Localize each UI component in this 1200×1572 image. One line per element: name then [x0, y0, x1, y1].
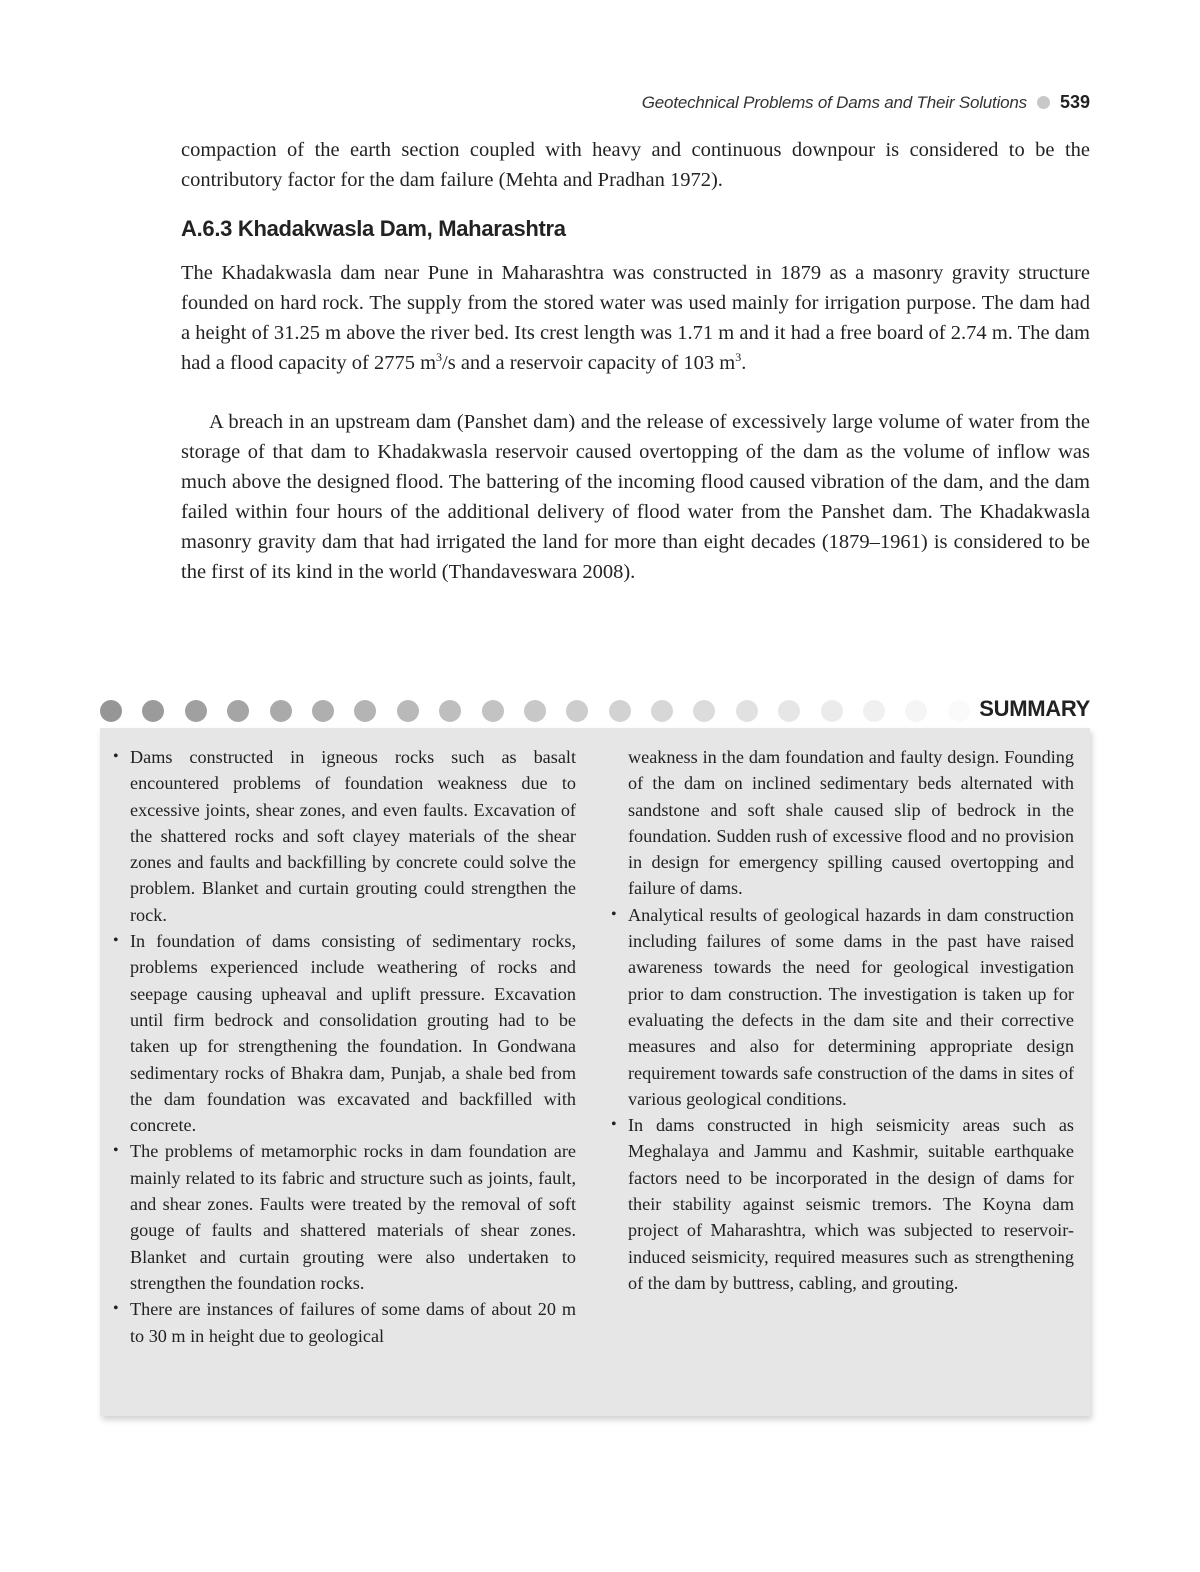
decorative-dot-icon — [693, 700, 715, 722]
paragraph-text: /s and a reservoir capacity of 103 m — [442, 352, 736, 374]
summary-bullet: • In dams constructed in high seismicity areas such as Meghalaya and Jammu and Kashmir, suitable earthquake factors need to be incorporated in the design of dams for their stability against seismic tremors. The Koyna dam project of Maharashtra, which was subjected to reservoir-induced seismicity, required measures such as strengthening of the dam by buttress, cabling, and grouting. — [628, 1112, 1074, 1296]
decorative-dot-icon — [270, 700, 292, 722]
decorative-dot-icon — [397, 700, 419, 722]
decorative-dots — [100, 700, 970, 722]
decorative-dot-icon — [482, 700, 504, 722]
summary-label: SUMMARY — [979, 696, 1090, 721]
decorative-dot-icon — [312, 700, 334, 722]
decorative-dot-icon — [524, 700, 546, 722]
summary-list-left — [130, 744, 576, 1349]
decorative-dot-icon — [948, 700, 970, 722]
decorative-dot-icon — [736, 700, 758, 722]
decorative-dot-icon — [651, 700, 673, 722]
decorative-dot-icon — [566, 700, 588, 722]
summary-bullet-continuation: weakness in the dam foundation and faulty design. Founding of the dam on inclined sedimentary beds alternated with sandstone and soft shale caused slip of bedrock in the foundation. Sudden rush of excessive flood and no provision in design for emergency spilling caused overtopping and failure of dams. — [628, 747, 1074, 899]
paragraph-continuation: compaction of the earth section coupled with heavy and continuous downpour is considered to be the contributory factor for the dam failure (Mehta and Pradhan 1972). — [181, 139, 1090, 191]
superscript: 3 — [436, 350, 443, 364]
decorative-dot-icon — [609, 700, 631, 722]
summary-bullet: • Dams constructed in igneous rocks such as basalt encountered problems of foundation weakness due to excessive joints, shear zones, and even faults. Excavation of the shattered rocks and soft clayey materials of the shear zones and faults and backfilling by concrete could solve the problem. Blanket and curtain grouting could strengthen the rock. — [130, 744, 576, 928]
decorative-dot-icon — [821, 700, 843, 722]
superscript: 3 — [735, 350, 742, 364]
summary-bullet: • The problems of metamorphic rocks in dam foundation are mainly related to its fabric and structure such as joints, fault, and shear zones. Faults were treated by the removal of soft gouge of faults and shattered materials of shear zones. Blanket and curtain grouting were also undertaken to strengthen the foundation rocks. — [130, 1138, 576, 1296]
decorative-dot-icon — [142, 700, 164, 722]
running-head-title: Geotechnical Problems of Dams and Their Solutions — [641, 92, 1027, 112]
summary-bullet: • Analytical results of geological hazards in dam construction including failures of some dams in the past have raised awareness towards the need for geological investigation prior to dam construction. The investigation is taken up for evaluating the defects in the dam site and their corrective measures and also for determining appropriate design requirement towards safe construction of the dams in sites of various geological conditions. — [628, 902, 1074, 1112]
decorative-dot-icon — [863, 700, 885, 722]
paragraph-breach: A breach in an upstream dam (Panshet dam) and the release of excessively large volume of water from the storage of that dam to Khadakwasla reservoir caused overtopping of the dam as the volume of inflow was much above the designed flood. The battering of the incoming flood caused vibration of the dam, and the dam failed within four hours of the additional delivery of flood water from the Panshet dam. The Khadakwasla masonry gravity dam that had irrigated the land for more than eight decades (1879–1961) is considered to be the first of its kind in the world (Thandaveswara 2008). — [181, 411, 1090, 583]
decorative-dot-icon — [778, 700, 800, 722]
section-heading: A.6.3 Khadakwasla Dam, Maharashtra — [181, 216, 566, 241]
summary-bullet: • In foundation of dams consisting of sedimentary rocks, problems experienced include weathering of rocks and seepage causing upheaval and uplift pressure. Excavation until firm bedrock and consolidation grouting had to be taken up for strengthening the foundation. In Gondwana sedimentary rocks of Bhakra dam, Punjab, a shale bed from the dam foundation was excavated and backfilled with concrete. — [130, 928, 576, 1138]
summary-bullet: • There are instances of failures of some dams of about 20 m to 30 m in height due to geological — [130, 1296, 576, 1349]
summary-column-right — [628, 744, 1074, 1296]
running-head — [642, 92, 1090, 113]
summary-column-left — [130, 744, 576, 1349]
paragraph-khadakwasla-intro — [181, 258, 1090, 378]
separator-dot-icon — [1037, 96, 1050, 109]
paragraph-text: The Khadakwasla dam near Pune in Maharashtra was constructed in 1879 as a masonry gravity structure founded on hard rock. The supply from the stored water was used mainly for irrigation purpose. The dam had a height of 31.25 m above the river bed. Its crest length was 1.71 m and it had a free board of 2.74 m. The dam had a flood capacity of 2775 m — [181, 262, 1090, 374]
decorative-dot-icon — [354, 700, 376, 722]
decorative-dot-icon — [227, 700, 249, 722]
decorative-dot-icon — [905, 700, 927, 722]
decorative-dot-icon — [185, 700, 207, 722]
decorative-dot-icon — [439, 700, 461, 722]
decorative-dot-icon — [100, 700, 122, 722]
summary-box — [100, 728, 1090, 1416]
paragraph-text: . — [741, 352, 747, 374]
page-number: 539 — [1059, 92, 1090, 112]
summary-header-bar — [100, 698, 1090, 724]
summary-list-right — [628, 744, 1074, 1296]
